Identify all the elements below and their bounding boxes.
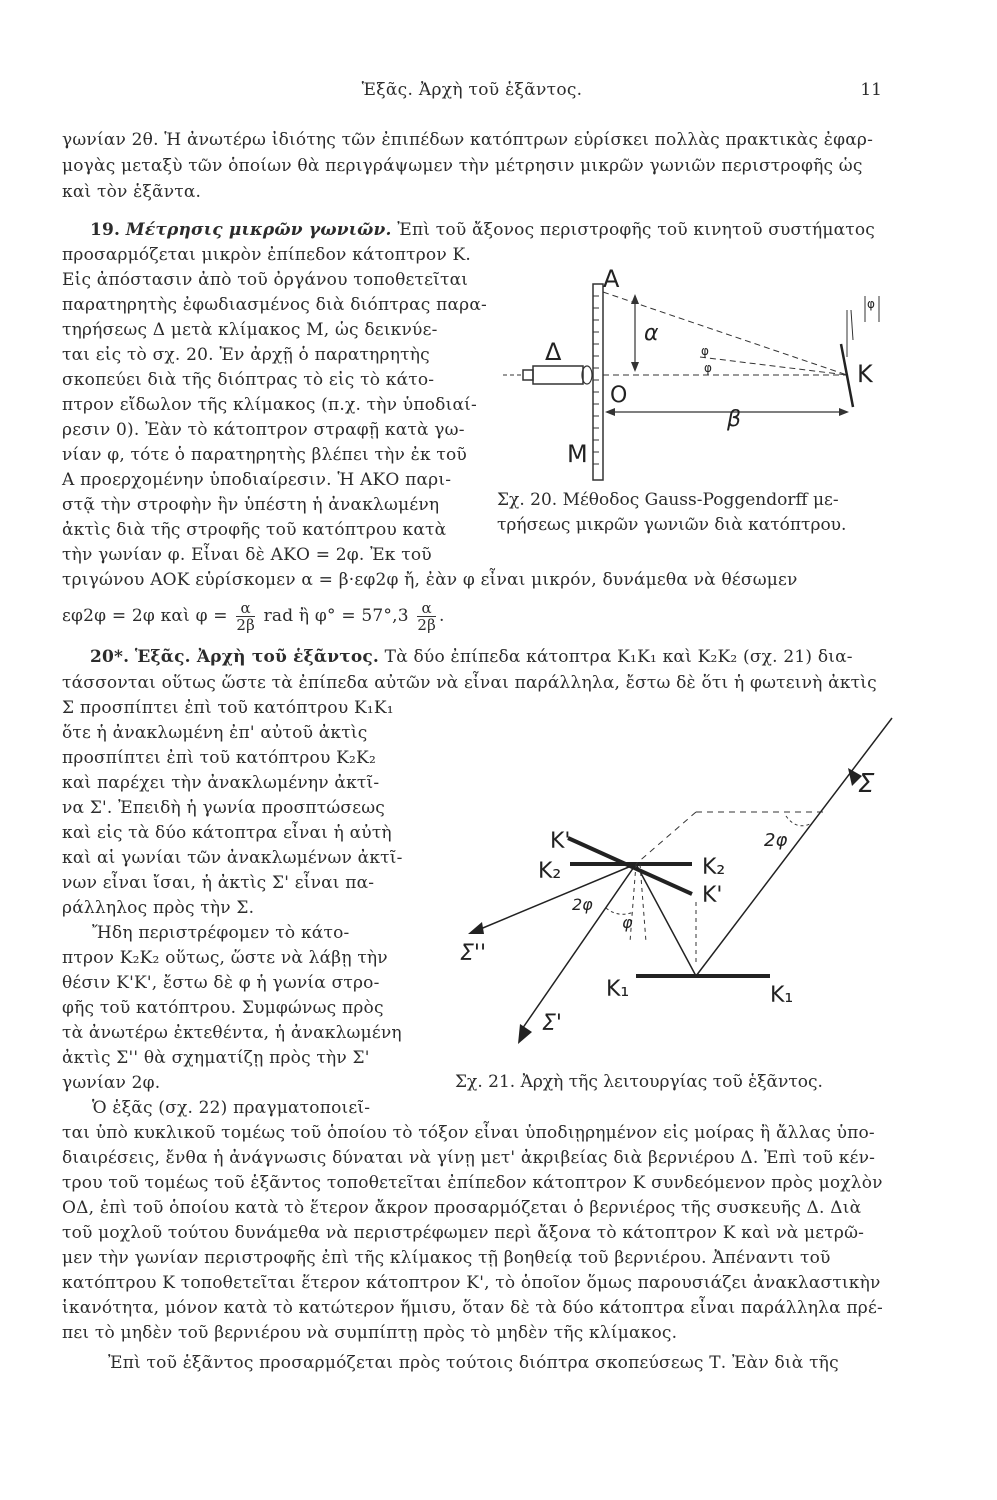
arrow-head: [631, 294, 639, 304]
ray-sigma-prime: [520, 864, 636, 1032]
ray-AK: [603, 292, 847, 375]
mirror-rotated: [851, 310, 853, 340]
intro-line: γωνίαν 2θ. Ἡ ἀνωτέρω ἰδιότης τῶν ἐπιπέδων κατόπτρων εὑρίσκει πολλὰς πρακτικὰς ἐφαρ-: [62, 130, 874, 150]
label-phi: φ: [867, 297, 875, 311]
section-19-closing-line: τριγώνου ΑΟΚ εὑρίσκομεν α = β·εφ2φ ἤ, ἐὰν φ εἶναι μικρόν, δυνάμεθα νὰ θέσωμεν: [62, 570, 798, 590]
section-20-line: τάσσονται οὕτως ὥστε τὰ ἐπίπεδα αὐτῶν νὰ εἶναι παράλληλα, ἔστω δὲ ὅτι ἡ φωτεινὴ ἀκτὶς: [62, 673, 877, 693]
label-phi: φ: [701, 344, 709, 358]
section-20-heading: Ἑξᾶς. Ἀρχὴ τοῦ ἑξᾶντος.: [134, 647, 380, 667]
last-line: Ἐπὶ τοῦ ἑξᾶντος προσαρμόζεται πρὸς τούτοις διόπτρα σκοπεύσεως Τ. Ἐὰν διὰ τῆς: [108, 1353, 839, 1373]
section-19-narrow-line: ται εἰς τὸ σχ. 20. Ἐν ἀρχῇ ὁ παρατηρητὴς: [62, 345, 430, 365]
section-19-narrow-line: τὴν γωνίαν φ. Εἶναι δὲ ΑΚΟ = 2φ. Ἐκ τοῦ: [62, 545, 432, 565]
section-19-heading-line: [90, 217, 875, 243]
intro-line: καὶ τὸν ἑξᾶντα.: [62, 182, 202, 202]
section-19-line: προσαρμόζεται μικρὸν ἐπίπεδον κάτοπτρον Κ.: [62, 245, 471, 265]
section-20-narrow-line: ράλληλος πρὸς τὴν Σ.: [62, 898, 255, 918]
label-phi: φ: [704, 361, 712, 375]
section-19-narrow-line: Εἰς ἀπόστασιν ἀπὸ τοῦ ὀργάνου τοποθετεῖται: [62, 270, 469, 290]
formula-line: [62, 596, 445, 636]
arrow-head: [839, 408, 849, 416]
arrow-head: [631, 362, 639, 372]
section-20-narrow-line: Σ προσπίπτει ἐπὶ τοῦ κατόπτρου Κ₁Κ₁: [62, 698, 394, 718]
section-20-narrow-line: να Σ'. Ἐπειδὴ ἡ γωνία προσπτώσεως: [62, 798, 386, 818]
telescope-body: [533, 366, 583, 384]
section-19-narrow-line: ρεσιν 0). Ἐὰν τὸ κάτοπτρον στραφῇ κατὰ γω-: [62, 420, 465, 440]
section-20-closing-line: ται ὑπὸ κυκλικοῦ τομέως τοῦ ὁποίου τὸ τόξον εἶναι ὑποδιῃρημένον εἰς μοίρας ἢ ἄλλας ὑπο-: [62, 1123, 875, 1143]
label-M: Μ: [567, 440, 588, 468]
label-sigma-prime: Σ': [542, 1011, 562, 1036]
formula-end: .: [438, 606, 445, 626]
section-19-narrow-line: Α προερχομένην ὑποδιαίρεσιν. Ἡ ΑΚΟ παρι-: [62, 470, 452, 490]
section-20-narrow-line: ὅτε ἡ ἀνακλωμένη ἐπ' αὐτοῦ ἀκτὶς: [62, 723, 368, 743]
section-19-narrow-line: νίαν φ, τότε ὁ παρατηρητὴς βλέπει τὴν ἐκ τοῦ: [62, 445, 467, 465]
label-K1-right: Κ₁: [770, 983, 794, 1008]
figure-21-diagram: [440, 712, 900, 1066]
figure-20-caption-line: Σχ. 20. Μέθοδος Gauss-Poggendorff με-: [497, 490, 839, 510]
label-K: Κ: [857, 360, 873, 388]
label-sigma: Σ: [858, 769, 875, 799]
section-20-closing-line: πει τὸ μηδὲν τοῦ βερνιέρου νὰ συμπίπτῃ πρὸς τὸ μηδὲν τῆς κλίμακος.: [62, 1323, 678, 1343]
section-20-narrow-line: θέσιν Κ'Κ', ἔστω δὲ φ ἡ γωνία στρο-: [62, 973, 380, 993]
ray-sigma: [696, 718, 892, 976]
scale-bar: [593, 284, 603, 480]
telescope-eyepiece: [523, 370, 533, 380]
arrow-head: [468, 922, 484, 934]
formula-fraction: [417, 600, 436, 633]
label-K2-left: Κ₂: [538, 859, 562, 884]
figure-20-caption-line: τρήσεως μικρῶν γωνιῶν διὰ κατόπτρου.: [497, 515, 847, 535]
running-title: Ἑξᾶς. Ἀρχὴ τοῦ ἑξᾶντος.: [361, 80, 583, 100]
label-K1-left: Κ₁: [606, 977, 630, 1002]
formula-denominator: 2β: [236, 616, 255, 634]
formula-start: εφ2φ = 2φ καὶ φ =: [62, 606, 228, 626]
formula-denominator: 2β: [417, 616, 436, 634]
label-Delta: Δ: [545, 338, 562, 366]
section-20-narrow-line: ἀκτὶς Σ'' θὰ σχηματίζῃ πρὸς τὴν Σ': [62, 1048, 370, 1068]
section-20-closing-line: κατόπτρου Κ τοποθετεῖται ἕτερον κάτοπτρον Κ', τὸ ὁποῖον ὅμως παρουσιάζει ἀνακλαστικὴν: [62, 1273, 881, 1293]
label-phi: φ: [622, 913, 633, 932]
arrow-head: [605, 408, 615, 416]
formula-numerator: α: [236, 600, 255, 617]
label-A: Α: [603, 265, 620, 293]
dashed-line: [636, 812, 696, 864]
section-19-heading: Μέτρησις μικρῶν γωνιῶν.: [125, 220, 392, 240]
section-19-narrow-line: πτρον εἴδωλον τῆς κλίμακος (π.χ. τὴν ὑποδιαί-: [62, 395, 477, 415]
section-19-narrow-line: τηρήσεως Δ μετὰ κλίμακος Μ, ὡς δεικνύε-: [62, 320, 438, 340]
scale-ticks: [593, 296, 599, 464]
section-20-narrow-line: καὶ εἰς τὰ δύο κάτοπτρα εἶναι ἡ αὐτὴ: [62, 823, 392, 843]
section-20-closing-line: ἱκανότητα, μόνον κατὰ τὸ κατώτερον ἥμισυ, ὅταν δὲ τὰ δύο κάτοπτρα εἶναι παράλληλα πρέ-: [62, 1298, 883, 1318]
ray-normal: [700, 357, 847, 375]
section-19-first-line: Ἐπὶ τοῦ ἄξονος περιστροφῆς τοῦ κινητοῦ συστήματος: [397, 220, 876, 240]
running-header: [62, 80, 882, 104]
label-K-prime-right: Κ': [702, 883, 723, 908]
section-19-narrow-line: σκοπεύει διὰ τῆς διόπτρας τὸ εἰς τὸ κάτο-: [62, 370, 435, 390]
section-19-narrow-line: παρατηρητὴς ἐφωδιασμένος διὰ διόπτρας παρα-: [62, 295, 488, 315]
section-20-narrow-line: τὰ ἀνωτέρω ἐκτεθέντα, ἡ ἀνακλωμένη: [62, 1023, 402, 1043]
section-20-narrow-line: φῆς τοῦ κατόπτρου. Συμφώνως πρὸς: [62, 998, 384, 1018]
label-K2-right: Κ₂: [702, 855, 726, 880]
label-K-prime-left: Κ': [550, 829, 571, 854]
label-a: α: [644, 321, 659, 346]
formula-numerator: α: [417, 600, 436, 617]
section-20-first-line: Τὰ δύο ἐπίπεδα κάτοπτρα Κ₁Κ₁ καὶ Κ₂Κ₂ (σχ. 21) δια-: [384, 647, 853, 667]
section-20-closing-line: μεν τὴν γωνίαν περιστροφῆς ἐπὶ τῆς κλίμακος τῇ βοηθείᾳ τοῦ βερνιέρου. Ἀπέναντι τοῦ: [62, 1248, 831, 1268]
arrow-head: [518, 1024, 532, 1044]
section-20-heading-line: [90, 644, 853, 670]
label-two-phi: 2φ: [764, 830, 788, 851]
formula-middle: rad ἢ φ° = 57°,3: [263, 606, 409, 626]
page-number: 11: [860, 80, 882, 100]
section-20-closing-line: διαιρέσεις, ἔνθα ἡ ἀνάγνωσις δύναται νὰ γίνῃ μετ' ἀκριβείας διὰ βερνιέρου Δ. Ἐπὶ τοῦ κέν-: [62, 1148, 876, 1168]
section-19-narrow-line: στᾷ τὴν στροφὴν ἣν ὑπέστη ἡ ἀνακλωμένη: [62, 495, 440, 515]
section-20-narrow-line: πτρον Κ₂Κ₂ οὕτως, ὥστε νὰ λάβῃ τὴν: [62, 948, 388, 968]
section-20-closing-line: τρου τοῦ τομέως τοῦ ἑξᾶντος τοποθετεῖται ἐπίπεδον κάτοπτρον Κ συνδεόμενον πρὸς μοχλὸν: [62, 1173, 883, 1193]
section-19-number: 19.: [90, 220, 121, 240]
intro-line: μογὰς μεταξὺ τῶν ὁποίων θὰ περιγράψωμεν τὴν μέτρησιν μικρῶν γωνιῶν περιστροφῆς ὡς: [62, 156, 863, 176]
angle-arc: [786, 816, 810, 826]
section-20-narrow-line: γωνίαν 2φ.: [62, 1073, 161, 1093]
label-O: Ο: [610, 383, 628, 408]
section-20-closing-line: τοῦ μοχλοῦ τούτου δυνάμεθα νὰ περιστρέφωμεν περὶ ἄξονα τὸ κάτοπτρον Κ καὶ νὰ μετρῶ-: [62, 1223, 865, 1243]
section-20-narrow-line: καὶ αἱ γωνίαι τῶν ἀνακλωμένων ἀκτῖ-: [62, 848, 403, 868]
figure-21-caption: Σχ. 21. Ἀρχὴ τῆς λειτουργίας τοῦ ἑξᾶντος.: [455, 1072, 823, 1092]
section-20-narrow-line: νων εἶναι ἴσαι, ἡ ἀκτὶς Σ' εἶναι πα-: [62, 873, 375, 893]
label-b: β: [727, 407, 742, 432]
section-19-narrow-line: ἀκτὶς διὰ τῆς στροφῆς τοῦ κατόπτρου κατὰ: [62, 520, 447, 540]
section-20-closing-line: ΟΔ, ἐπὶ τοῦ ὁποίου κατὰ τὸ ἕτερον ἄκρον προσαρμόζεται ὁ βερνιέρος τῆς συσκευῆς Δ. Διὰ: [62, 1198, 862, 1218]
figure-20-diagram: [495, 262, 895, 484]
formula-fraction: [236, 600, 255, 633]
section-20-narrow-line: καὶ παρέχει τὴν ἀνακλωμένην ἀκτῖ-: [62, 773, 380, 793]
section-20-number: 20*.: [90, 647, 130, 667]
section-20-narrow-line: Ἤδη περιστρέφομεν τὸ κάτο-: [92, 923, 350, 943]
section-20-narrow-line: Ὁ ἑξᾶς (σχ. 22) πραγματοποιεῖ-: [92, 1098, 371, 1118]
label-two-phi-lower: 2φ: [572, 895, 593, 914]
section-20-narrow-line: προσπίπτει ἐπὶ τοῦ κατόπτρου Κ₂Κ₂: [62, 748, 376, 768]
label-sigma-double-prime: Σ'': [460, 941, 486, 966]
